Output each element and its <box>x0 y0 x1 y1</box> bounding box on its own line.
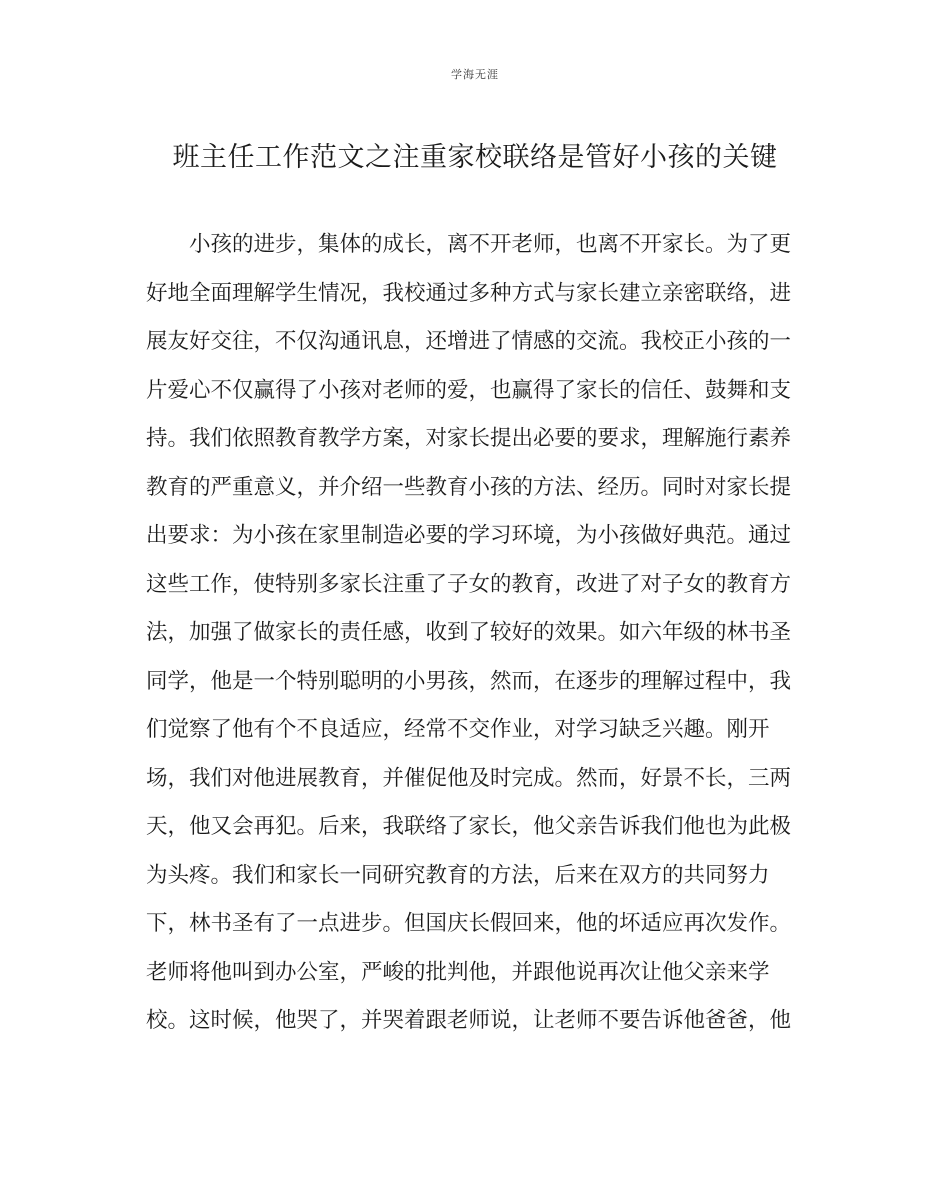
page-header: 学海无涯 <box>451 68 499 81</box>
text-line: 校。这时候，他哭了，并哭着跟老师说，让老师不要告诉他爸爸，他 <box>146 1008 792 1033</box>
text-line: 教育的严重意义，并介绍一些教育小孩的方法、经历。同时对家长提 <box>146 474 792 500</box>
text-line: 这些工作，使特别多家长注重了子女的教育，改进了对子女的教育方 <box>146 571 792 597</box>
text-line: 们觉察了他有个不良适应，经常不交作业，对学习缺乏兴趣。刚开 <box>146 717 770 742</box>
text-line: 老师将他叫到办公室，严峻的批判他，并跟他说再次让他父亲来学 <box>146 959 770 985</box>
text-line: 出要求：为小孩在家里制造必要的学习环境，为小孩做好典范。通过 <box>146 523 792 548</box>
text-line: 天，他又会再犯。后来，我联络了家长，他父亲告诉我们他也为此极 <box>146 814 792 839</box>
text-line: 法，加强了做家长的责任感，收到了较好的效果。如六年级的林书圣 <box>146 620 792 645</box>
text-line: 同学，他是一个特别聪明的小男孩，然而，在逐步的理解过程中，我 <box>146 668 792 694</box>
text-line: 为头疼。我们和家长一同研究教育的方法，后来在双方的共同努力 <box>146 862 770 888</box>
text-line: 片爱心不仅赢得了小孩对老师的爱，也赢得了家长的信任、鼓舞和支 <box>146 377 792 403</box>
document-title: 班主任工作范文之注重家校联络是管好小孩的关键 <box>172 142 778 173</box>
text-line: 展友好交往，不仅沟通讯息，还增进了情感的交流。我校正小孩的一 <box>146 329 792 354</box>
text-line: 持。我们依照教育教学方案，对家长提出必要的要求，理解施行素养 <box>146 426 792 451</box>
text-line: 好地全面理解学生情况，我校通过多种方式与家长建立亲密联络，进 <box>146 280 792 306</box>
body-paragraph <box>146 221 806 1046</box>
text-line: 小孩的进步，集体的成长，离不开老师，也离不开家长。为了更 <box>189 232 792 257</box>
text-line: 场，我们对他进展教育，并催促他及时完成。然而，好景不长，三两 <box>146 765 792 791</box>
text-line: 下，林书圣有了一点进步。但国庆长假回来，他的坏适应再次发作。 <box>146 911 792 936</box>
